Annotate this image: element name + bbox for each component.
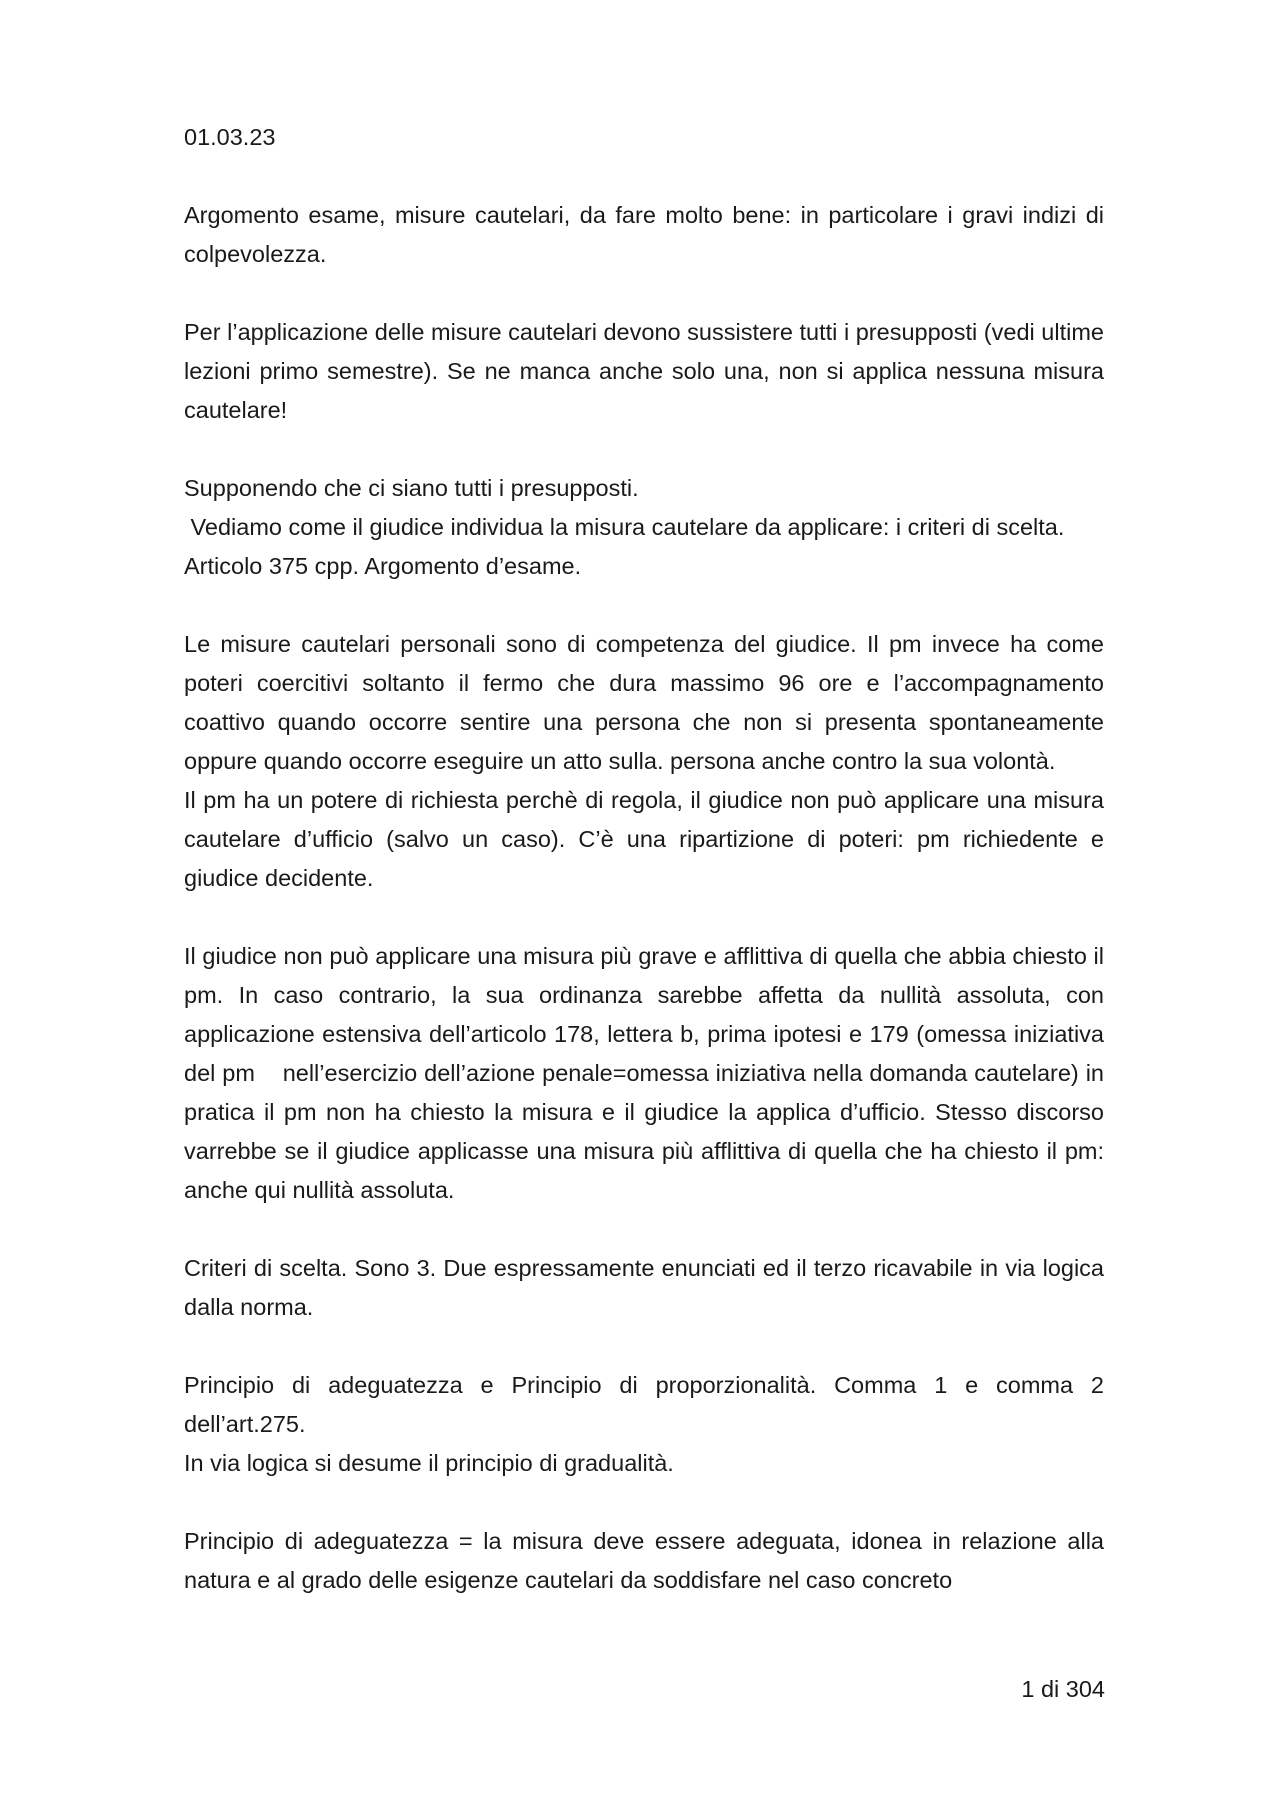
page-number: 1 di 304 [1021, 1676, 1105, 1702]
paragraph: Criteri di scelta. Sono 3. Due espressamente enunciati ed il terzo ricavabile in via logica dalla norma. [184, 1255, 1104, 1320]
paragraph: Articolo 375 cpp. Argomento d’esame. [184, 553, 582, 579]
paragraph: Supponendo che ci siano tutti i presupposti. [184, 475, 639, 501]
paragraph: Principio di adeguatezza e Principio di proporzionalità. Comma 1 e comma 2 dell’art.275. [184, 1372, 1104, 1437]
paragraph: Vediamo come il giudice individua la misura cautelare da applicare: i criteri di scelta. [184, 514, 1065, 540]
paragraph: Per l’applicazione delle misure cautelari devono sussistere tutti i presupposti (vedi ultime lezioni primo semestre). Se ne manca anche solo una, non si applica nessuna misura cautelare! [184, 319, 1104, 423]
paragraph: Argomento esame, misure cautelari, da fare molto bene: in particolare i gravi indizi di colpevolezza. [184, 202, 1104, 267]
paragraph: Principio di adeguatezza = la misura deve essere adeguata, idonea in relazione alla natura e al grado delle esigenze cautelari da soddisfare nel caso concreto [184, 1528, 1104, 1593]
paragraph: Il giudice non può applicare una misura più grave e afflittiva di quella che abbia chiesto il pm. In caso contrario, la sua ordinanza sarebbe affetta da nullità assoluta, con applicazione estensiva dell’articolo 178, lettera b, prima ipotesi e 179 (omessa iniziativa del pm nell’esercizio dell’azione penale=omessa iniziativa nella domanda cautelare) in pratica il pm non ha chiesto la misura e il giudice la applica d’ufficio. Stesso discorso varrebbe se il giudice applicasse una misura più afflittiva di quella che ha chiesto il pm: anche qui nullità assoluta. [184, 943, 1111, 1203]
paragraph: In via logica si desume il principio di gradualità. [184, 1450, 674, 1476]
paragraph: Le misure cautelari personali sono di competenza del giudice. Il pm invece ha come poteri coercitivi soltanto il fermo che dura massimo 96 ore e l’accompagnamento coattivo quando occorre sentire una persona che non si presenta spontaneamente oppure quando occorre eseguire un atto sulla. persona anche contro la sua volontà. [184, 631, 1104, 774]
date-heading: 01.03.23 [184, 124, 276, 150]
paragraph: Il pm ha un potere di richiesta perchè di regola, il giudice non può applicare una misura cautelare d’ufficio (salvo un caso). C’è una ripartizione di poteri: pm richiedente e giudice decidente. [184, 787, 1104, 891]
page-content [184, 118, 1111, 1600]
